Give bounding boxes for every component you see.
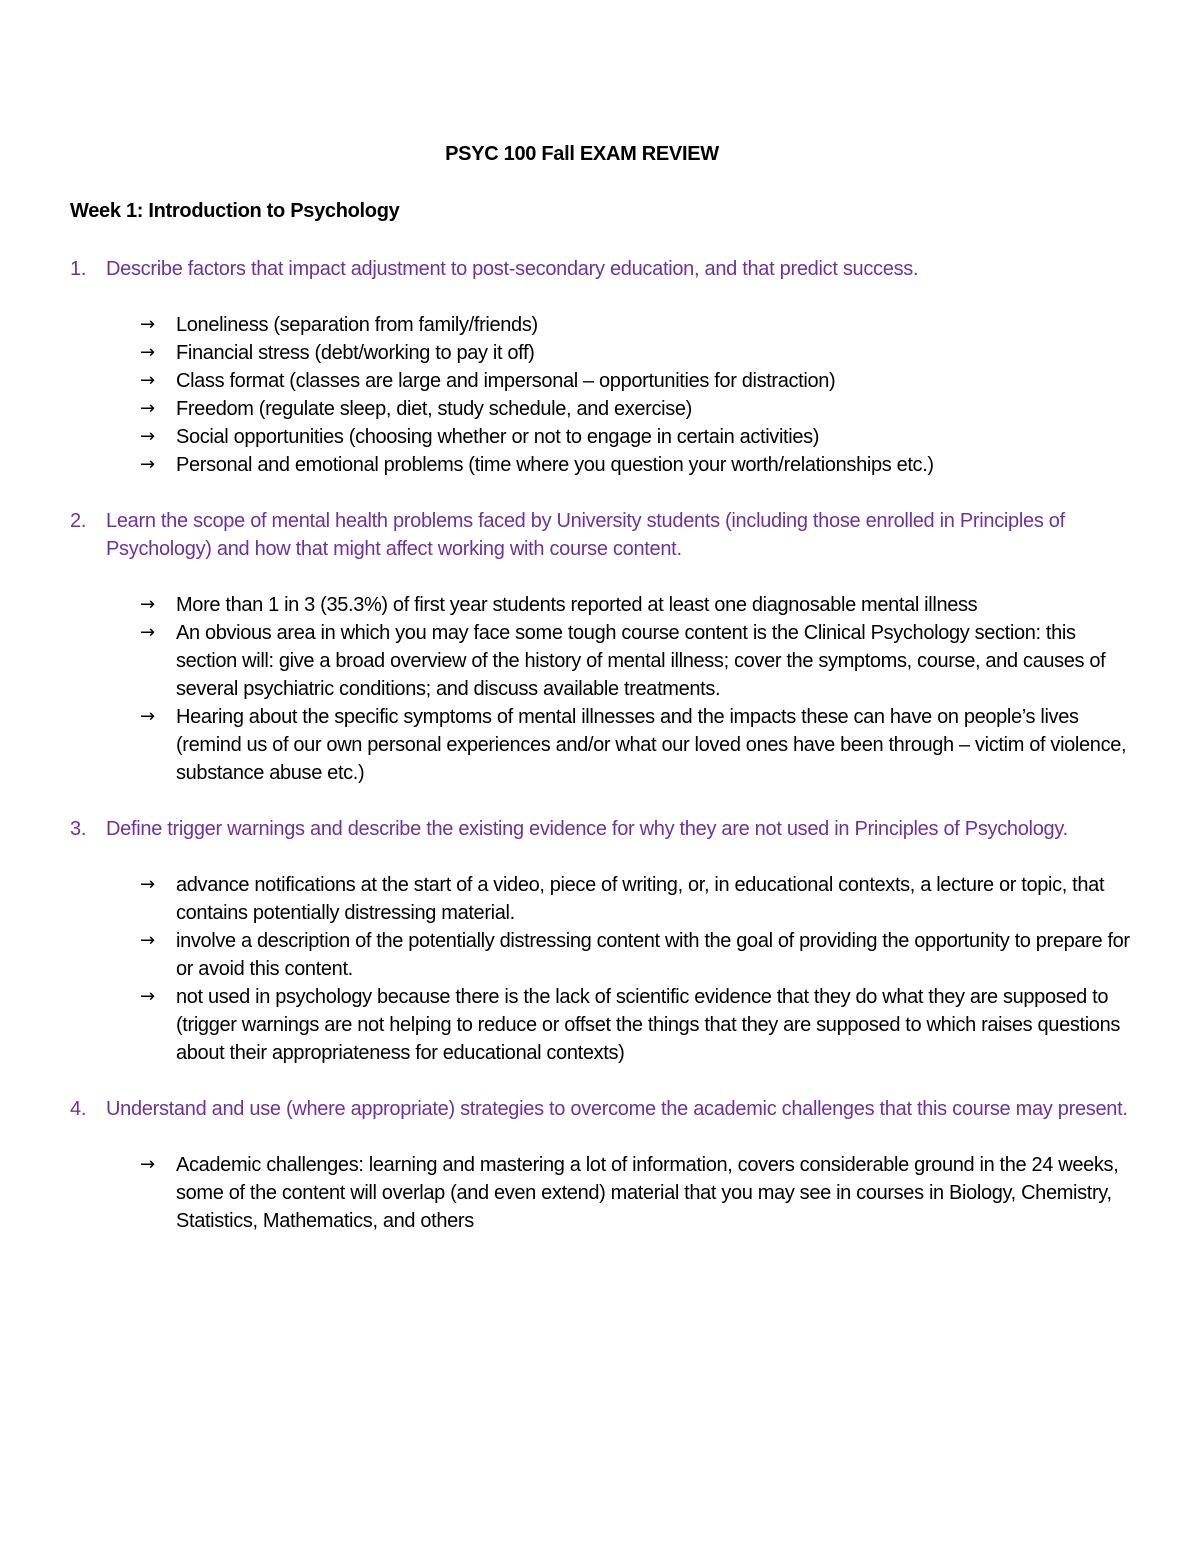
right-arrow-icon: → [140, 426, 155, 447]
question-number: 4. [70, 1098, 87, 1120]
list-item [140, 983, 1130, 1067]
list-item [140, 619, 1130, 703]
week-heading: Week 1: Introduction to Psychology [70, 200, 400, 222]
right-arrow-icon: → [140, 622, 155, 643]
answer-list-4 [70, 1151, 1130, 1235]
right-arrow-icon: → [140, 314, 155, 335]
answer-list-3 [70, 871, 1130, 1067]
question-list [70, 255, 1130, 1263]
right-arrow-icon: → [140, 1154, 155, 1175]
answer-text: Hearing about the specific symptoms of mental illnesses and the impacts these can have on people’s lives (remind us of our own personal experiences and/or what our loved ones have been through – victim of violence, substance abuse etc.) [176, 706, 1127, 784]
question-number: 1. [70, 258, 87, 280]
question-text: Understand and use (where appropriate) strategies to overcome the academic challenges that this course may present. [106, 1098, 1128, 1120]
question-2 [70, 507, 1130, 563]
answer-list-2 [70, 591, 1130, 787]
answer-text: More than 1 in 3 (35.3%) of first year students reported at least one diagnosable mental illness [176, 594, 978, 616]
answer-text: Class format (classes are large and impersonal – opportunities for distraction) [176, 370, 836, 392]
answer-text: Loneliness (separation from family/friends) [176, 314, 538, 336]
list-item [140, 703, 1130, 787]
question-number: 2. [70, 510, 87, 532]
answer-text: Financial stress (debt/working to pay it off) [176, 342, 535, 364]
right-arrow-icon: → [140, 594, 155, 615]
answer-text: Personal and emotional problems (time where you question your worth/relationships etc.) [176, 454, 934, 476]
question-text: Learn the scope of mental health problems faced by University students (including those enrolled in Principles of Psychology) and how that might affect working with course content. [106, 510, 1065, 560]
right-arrow-icon: → [140, 706, 155, 727]
right-arrow-icon: → [140, 874, 155, 895]
question-text: Describe factors that impact adjustment to post-secondary education, and that predict success. [106, 258, 919, 280]
answer-text: advance notifications at the start of a video, piece of writing, or, in educational contexts, a lecture or topic, that contains potentially distressing material. [176, 874, 1105, 924]
question-4 [70, 1095, 1130, 1123]
question-number: 3. [70, 818, 87, 840]
question-text: Define trigger warnings and describe the existing evidence for why they are not used in Principles of Psychology. [106, 818, 1068, 840]
right-arrow-icon: → [140, 454, 155, 475]
right-arrow-icon: → [140, 986, 155, 1007]
right-arrow-icon: → [140, 930, 155, 951]
list-item [140, 423, 1130, 451]
answer-text: Social opportunities (choosing whether or not to engage in certain activities) [176, 426, 820, 448]
answer-text: An obvious area in which you may face some tough course content is the Clinical Psychology section: this section will: give a broad overview of the history of mental illness; cover the symptoms, course, and causes of several psychiatric conditions; and discuss available treatments. [176, 622, 1106, 700]
answer-text: Freedom (regulate sleep, diet, study schedule, and exercise) [176, 398, 692, 420]
list-item [140, 1151, 1130, 1235]
list-item [140, 451, 1130, 479]
answer-text: not used in psychology because there is the lack of scientific evidence that they do what they are supposed to (trigger warnings are not helping to reduce or offset the things that they are supposed to which raises questions about their appropriateness for educational contexts) [176, 986, 1120, 1064]
question-3 [70, 815, 1130, 843]
list-item [140, 339, 1130, 367]
list-item [140, 871, 1130, 927]
answer-text: involve a description of the potentially distressing content with the goal of providing the opportunity to prepare for or avoid this content. [176, 930, 1130, 980]
answer-text: Academic challenges: learning and mastering a lot of information, covers considerable ground in the 24 weeks, some of the content will overlap (and even extend) material that you may see in courses in Biology, Chemistry, Statistics, Mathematics, and others [176, 1154, 1119, 1232]
list-item [140, 395, 1130, 423]
right-arrow-icon: → [140, 398, 155, 419]
question-1 [70, 255, 1130, 283]
list-item [140, 367, 1130, 395]
answer-list-1 [70, 311, 1130, 479]
list-item [140, 591, 1130, 619]
list-item [140, 311, 1130, 339]
right-arrow-icon: → [140, 342, 155, 363]
document-title: PSYC 100 Fall EXAM REVIEW [445, 143, 719, 165]
list-item [140, 927, 1130, 983]
right-arrow-icon: → [140, 370, 155, 391]
